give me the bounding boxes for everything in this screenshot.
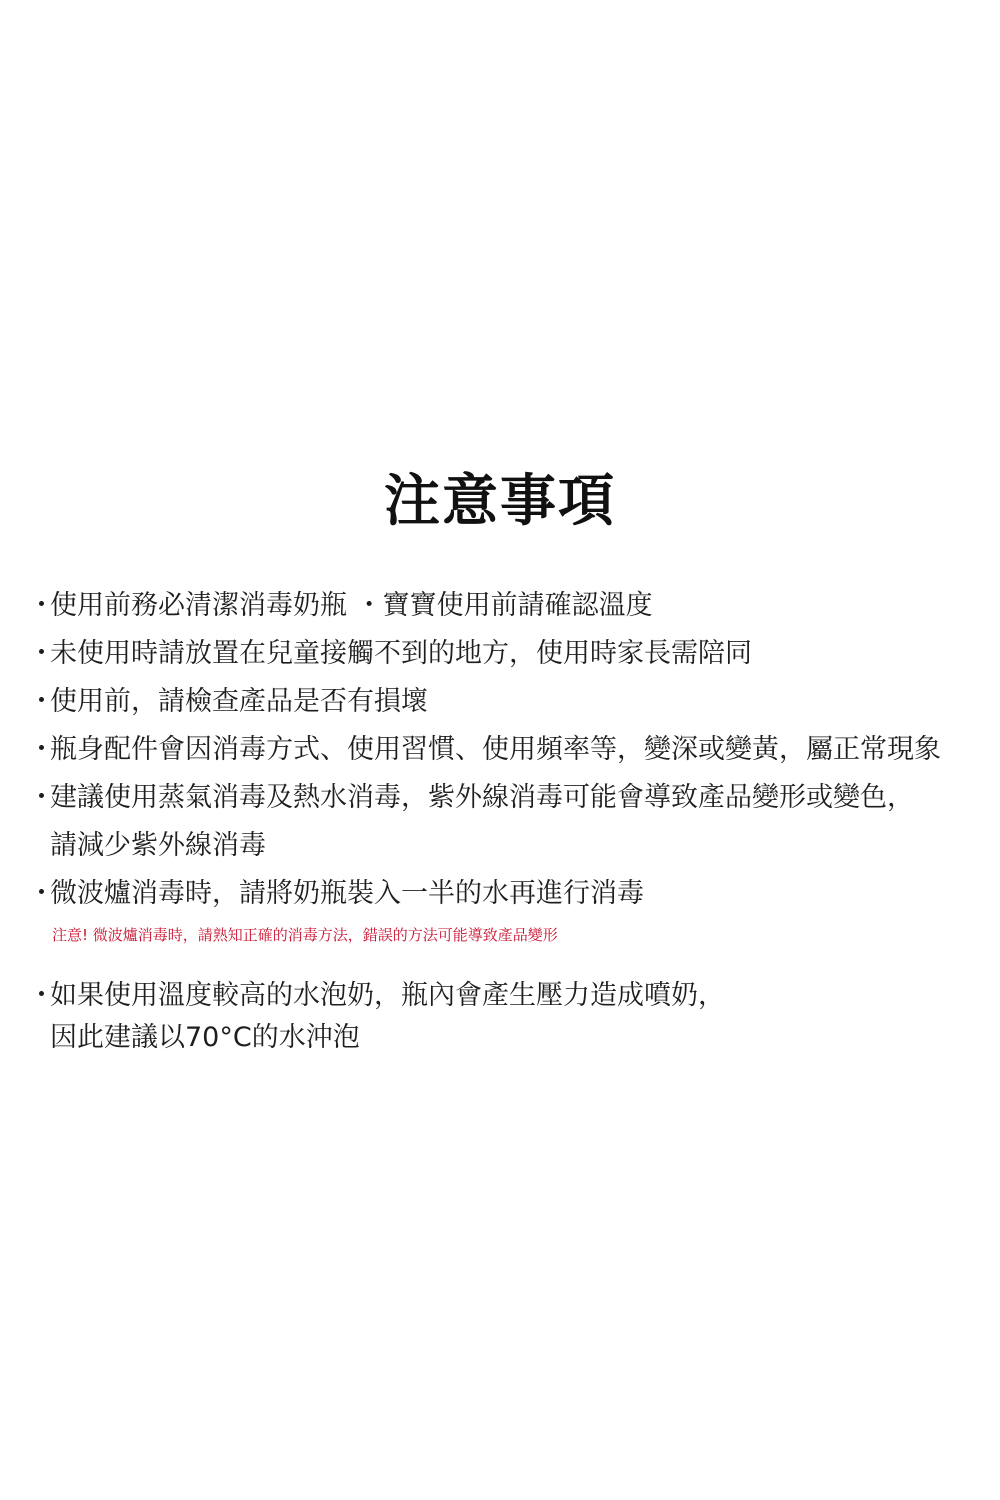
bullet-icon: ・ [28, 878, 55, 909]
page-title: 注意事項 [384, 469, 616, 534]
list-item-text: 使用前務必清潔消毒奶瓶 ・寶寶使用前請確認溫度 [50, 590, 653, 621]
list-item [28, 634, 752, 674]
list-item-text: 未使用時請放置在兒童接觸不到的地方，使用時家長需陪同 [50, 638, 752, 669]
list-item [28, 874, 644, 914]
bullet-icon: ・ [28, 782, 55, 813]
list-item [28, 976, 725, 1016]
warning-note: 注意! 微波爐消毒時，請熟知正確的消毒方法，錯誤的方法可能導致產品變形 [52, 926, 558, 944]
list-item-text: 建議使用蒸氣消毒及熱水消毒，紫外線消毒可能會導致產品變形或變色， [50, 782, 914, 813]
list-item-text: 如果使用溫度較高的水泡奶，瓶內會產生壓力造成噴奶， [50, 980, 725, 1011]
list-item [28, 778, 914, 818]
list-item-continuation: 因此建議以70°C的水沖泡 [50, 1022, 360, 1053]
list-item-text: 瓶身配件會因消毒方式、使用習慣、使用頻率等，變深或變黃，屬正常現象 [50, 734, 941, 765]
list-item-text: 微波爐消毒時，請將奶瓶裝入一半的水再進行消毒 [50, 878, 644, 909]
list-item [28, 586, 653, 626]
bullet-icon: ・ [28, 686, 55, 717]
bullet-icon: ・ [28, 980, 55, 1011]
list-item [28, 682, 428, 722]
bullet-icon: ・ [28, 590, 55, 621]
list-item [28, 730, 941, 770]
bullet-icon: ・ [28, 734, 55, 765]
bullet-icon: ・ [28, 638, 55, 669]
list-item-continuation: 請減少紫外線消毒 [50, 830, 266, 861]
list-item-text: 使用前，請檢查產品是否有損壞 [50, 686, 428, 717]
